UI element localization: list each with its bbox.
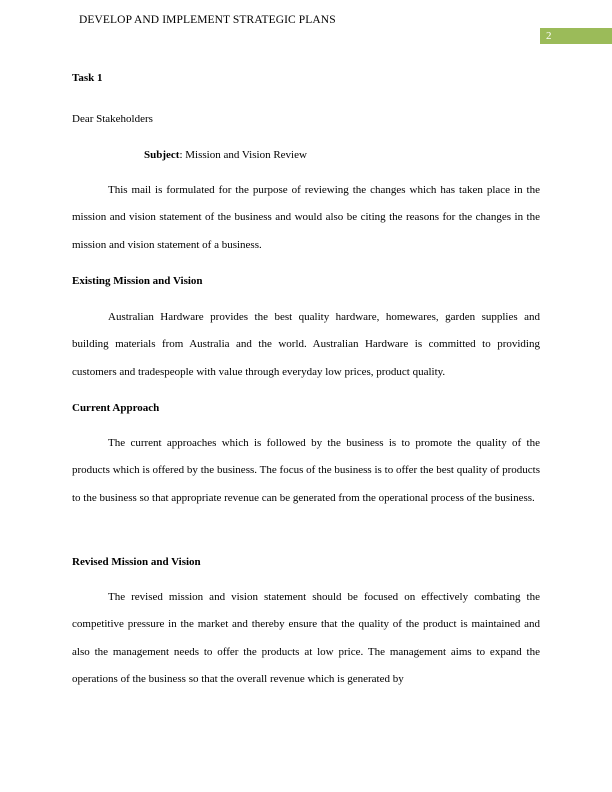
section-paragraph-revised: The revised mission and vision statement should be focused on effectively combating the competitive pressure in the market and thereby ensure that the quality of the product is maintained and also the management needs to offer the products at low price. The management aims to expand the operations of the business so that the overall revenue which is generated by	[72, 591, 540, 685]
section-paragraph-current: The current approaches which is followed by the business is to promote the quality of the products which is offered by the business. The focus of the business is to offer the best quality of products to the business so that appropriate revenue can be generated from the operational process of the business.	[72, 437, 540, 504]
task-heading: Task 1	[72, 72, 103, 84]
intro-paragraph: This mail is formulated for the purpose of reviewing the changes which has taken place in the mission and vision statement of the business and would also be citing the reasons for the changes in the mission and vision statement of a business.	[72, 184, 540, 251]
page-number-badge: 2	[540, 28, 612, 44]
salutation: Dear Stakeholders	[72, 113, 153, 125]
subject-label: Subject	[144, 149, 180, 161]
subject-line	[144, 149, 307, 161]
section-heading-existing: Existing Mission and Vision	[72, 275, 203, 287]
section-heading-current: Current Approach	[72, 402, 160, 414]
running-head: DEVELOP AND IMPLEMENT STRATEGIC PLANS	[79, 14, 336, 26]
subject-text: : Mission and Vision Review	[179, 149, 307, 161]
section-paragraph-existing: Australian Hardware provides the best quality hardware, homewares, garden supplies and building materials from Australia and the world. Australian Hardware is committed to providing customers and tradespeople with value through everyday low prices, product quality.	[72, 311, 540, 378]
section-heading-revised: Revised Mission and Vision	[72, 556, 201, 568]
